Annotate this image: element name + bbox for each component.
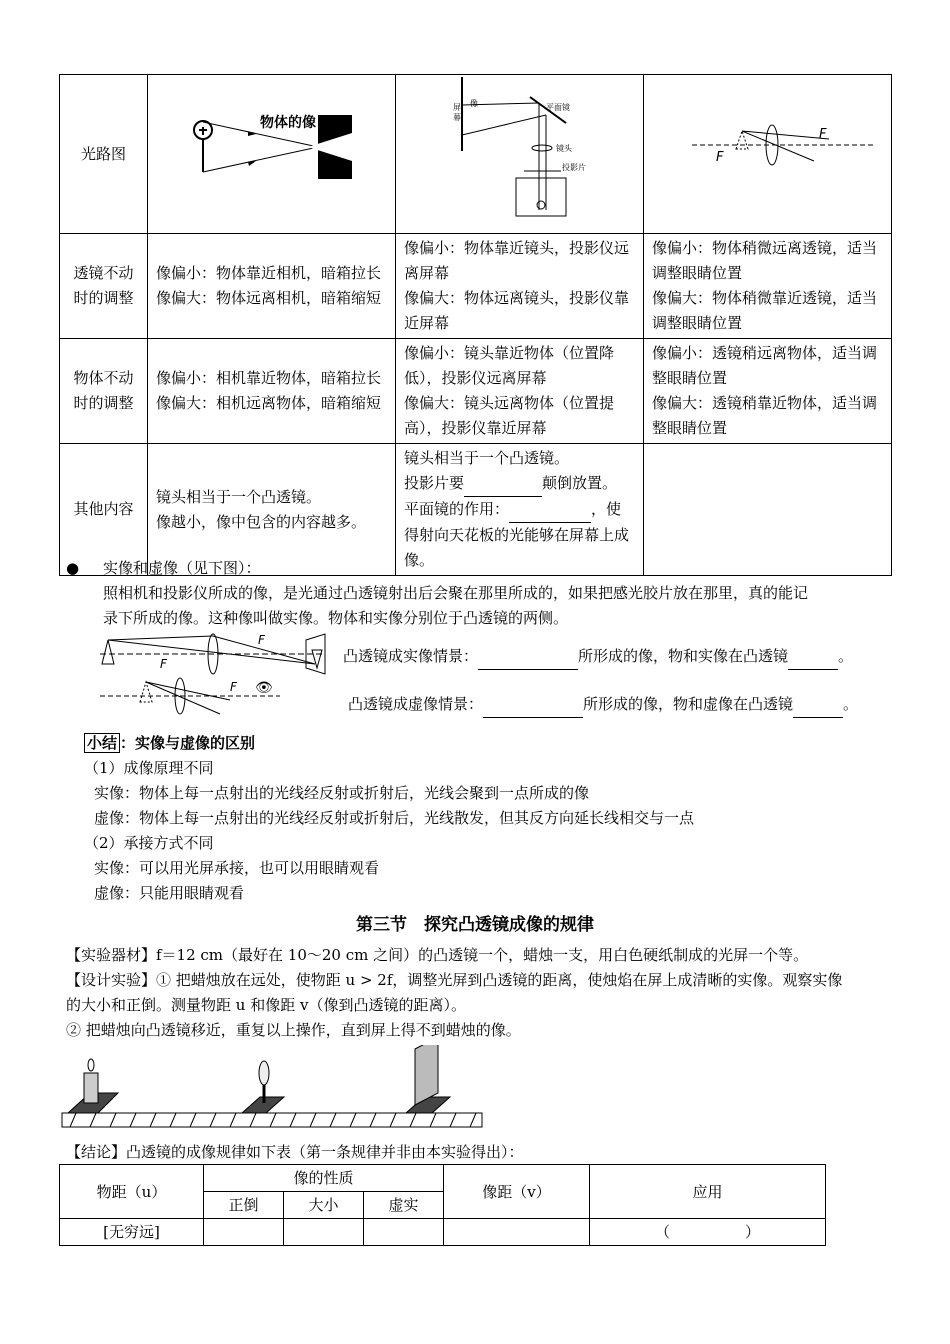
camera-other-cell: 镜头相当于一个凸透镜。 像越小，像中包含的内容越多。	[148, 444, 396, 576]
camera-lens-fixed-cell: 像偏小：物体靠近相机，暗箱拉长 像偏大：物体远离相机，暗箱缩短	[148, 234, 396, 339]
svg-text:F: F	[258, 633, 265, 647]
magnifier-diagram-cell	[644, 75, 892, 234]
conclusion-line: 【结论】凸透镜的成像规律如下表（第一条规律并非由本实验得出）：	[66, 1143, 524, 1161]
imaging-rules-table	[59, 1164, 826, 1246]
design-line: ② 把蜡烛向凸透镜移近，重复以上操作，直到屏上得不到蜡烛的像。	[66, 1021, 521, 1039]
projector-ray-diagram	[396, 75, 642, 225]
camera-ray-diagram	[148, 75, 394, 225]
summary-line: 实像：物体上每一点射出的光线经反射或折射后，光线会聚到一点所成的像	[94, 784, 590, 802]
fill-blank[interactable]	[793, 692, 843, 718]
experiment-apparatus	[60, 1045, 490, 1140]
cell-application[interactable]: （ ）	[590, 1219, 826, 1246]
svg-text:F: F	[716, 150, 724, 165]
header-orientation: 正倒	[204, 1192, 284, 1219]
svg-text:屏: 屏	[453, 103, 461, 112]
svg-text:像: 像	[470, 99, 478, 108]
summary-heading: 小结 ：实像与虚像的区别	[84, 731, 255, 756]
fill-blank[interactable]	[478, 644, 578, 670]
camera-diagram-cell	[148, 75, 396, 234]
header-size: 大小	[284, 1192, 364, 1219]
svg-text:镜头: 镜头	[556, 144, 572, 153]
projector-object-fixed-cell: 像偏小：镜头靠近物体（位置降低），投影仪远离屏幕 像偏大：镜头远离物体（位置提高），投影仪靠近屏幕	[396, 339, 644, 444]
fill-blank[interactable]	[788, 644, 838, 670]
real-image-diagram	[100, 630, 340, 680]
row-label-lens-fixed: 透镜不动时的调整	[60, 234, 148, 339]
svg-text:F: F	[230, 680, 237, 694]
summary-line: 实像：可以用光屏承接，也可以用眼睛观看	[94, 859, 380, 877]
fill-blank[interactable]	[483, 692, 583, 718]
header-application: 应用	[590, 1165, 826, 1219]
projector-lens-fixed-cell: 像偏小：物体靠近镜头，投影仪远离屏幕 像偏大：物体远离镜头，投影仪靠近屏幕	[396, 234, 644, 339]
bullet-icon: ●	[66, 559, 80, 577]
answer-cell[interactable]	[364, 1219, 444, 1246]
magnifier-other-cell	[644, 444, 892, 576]
header-image-distance: 像距（v）	[444, 1165, 590, 1219]
magnifier-lens-fixed-cell: 像偏小：物体稍微远离透镜，适当调整眼睛位置 像偏大：物体稍微靠近透镜，适当调整眼睛位置	[644, 234, 892, 339]
summary-line: （1）成像原理不同	[84, 759, 214, 777]
section-title: 第三节 探究凸透镜成像的规律	[356, 915, 594, 935]
header-image-properties: 像的性质	[204, 1165, 444, 1192]
row-label-diagram: 光路图	[60, 75, 148, 234]
svg-text:幕: 幕	[453, 113, 461, 122]
svg-text:👁: 👁	[255, 680, 273, 696]
fill-blank[interactable]	[464, 471, 542, 497]
summary-line: 虚像：物体上每一点射出的光线经反射或折射后，光线散发，但其反方向延长线相交与一点	[94, 809, 695, 827]
virtual-image-question: 凸透镜成虚像情景： 所形成的像，物和虚像在凸透镜 。	[348, 692, 858, 718]
svg-text:投影片: 投影片	[562, 163, 586, 172]
real-image-question: 凸透镜成实像情景： 所形成的像，物和实像在凸透镜 。	[343, 644, 853, 670]
equipment-line: 【实验器材】f＝12 cm（最好在 10～20 cm 之间）的凸透镜一个，蜡烛一支，用白色硬纸制成的光屏一个等。	[66, 946, 809, 964]
projector-diagram-cell	[396, 75, 644, 234]
header-object-distance: 物距（u）	[60, 1165, 204, 1219]
answer-cell[interactable]	[444, 1219, 590, 1246]
header-real-virtual: 虚实	[364, 1192, 444, 1219]
optics-comparison-table	[59, 74, 892, 576]
design-line: 【设计实验】① 把蜡烛放在远处，使物距 u > 2f，调整光屏到凸透镜的距离，使烛焰在屏上成清晰的实像。观察实像	[66, 971, 843, 989]
summary-line: （2）承接方式不同	[84, 834, 214, 852]
svg-text:物体的像: 物体的像	[260, 115, 316, 131]
answer-cell[interactable]	[284, 1219, 364, 1246]
magnifier-ray-diagram	[644, 75, 890, 225]
svg-text:F: F	[160, 657, 167, 671]
svg-text:平面镜: 平面镜	[546, 103, 570, 112]
virtual-image-diagram	[100, 676, 290, 720]
answer-cell[interactable]	[204, 1219, 284, 1246]
cell-object-distance: [无穷远]	[60, 1219, 204, 1246]
paragraph-line: 照相机和投影仪所成的像，是光通过凸透镜射出后会聚在那里所成的，如果把感光胶片放在那里，真的能记	[103, 584, 809, 602]
fill-blank[interactable]	[509, 497, 591, 523]
projector-other-cell: 镜头相当于一个凸透镜。 投影片要 颠倒放置。 平面镜的作用： ，使得射向天花板的光能够在屏幕上成像。	[396, 444, 644, 576]
svg-text:F: F	[819, 127, 827, 142]
row-label-object-fixed: 物体不动时的调整	[60, 339, 148, 444]
summary-line: 虚像：只能用眼睛观看	[94, 884, 245, 902]
row-label-other: 其他内容	[60, 444, 148, 576]
design-line: 的大小和正倒。测量物距 u 和像距 v（像到凸透镜的距离）。	[66, 996, 466, 1014]
magnifier-object-fixed-cell: 像偏小：透镜稍远离物体，适当调整眼睛位置 像偏大：透镜稍靠近物体，适当调整眼睛位置	[644, 339, 892, 444]
paragraph-line: 录下所成的像。这种像叫做实像。物体和实像分别位于凸透镜的两侧。	[103, 609, 569, 627]
real-virtual-heading: 实像和虚像（见下图）：	[103, 559, 261, 577]
camera-object-fixed-cell: 像偏小：相机靠近物体，暗箱拉长 像偏大：相机远离物体，暗箱缩短	[148, 339, 396, 444]
